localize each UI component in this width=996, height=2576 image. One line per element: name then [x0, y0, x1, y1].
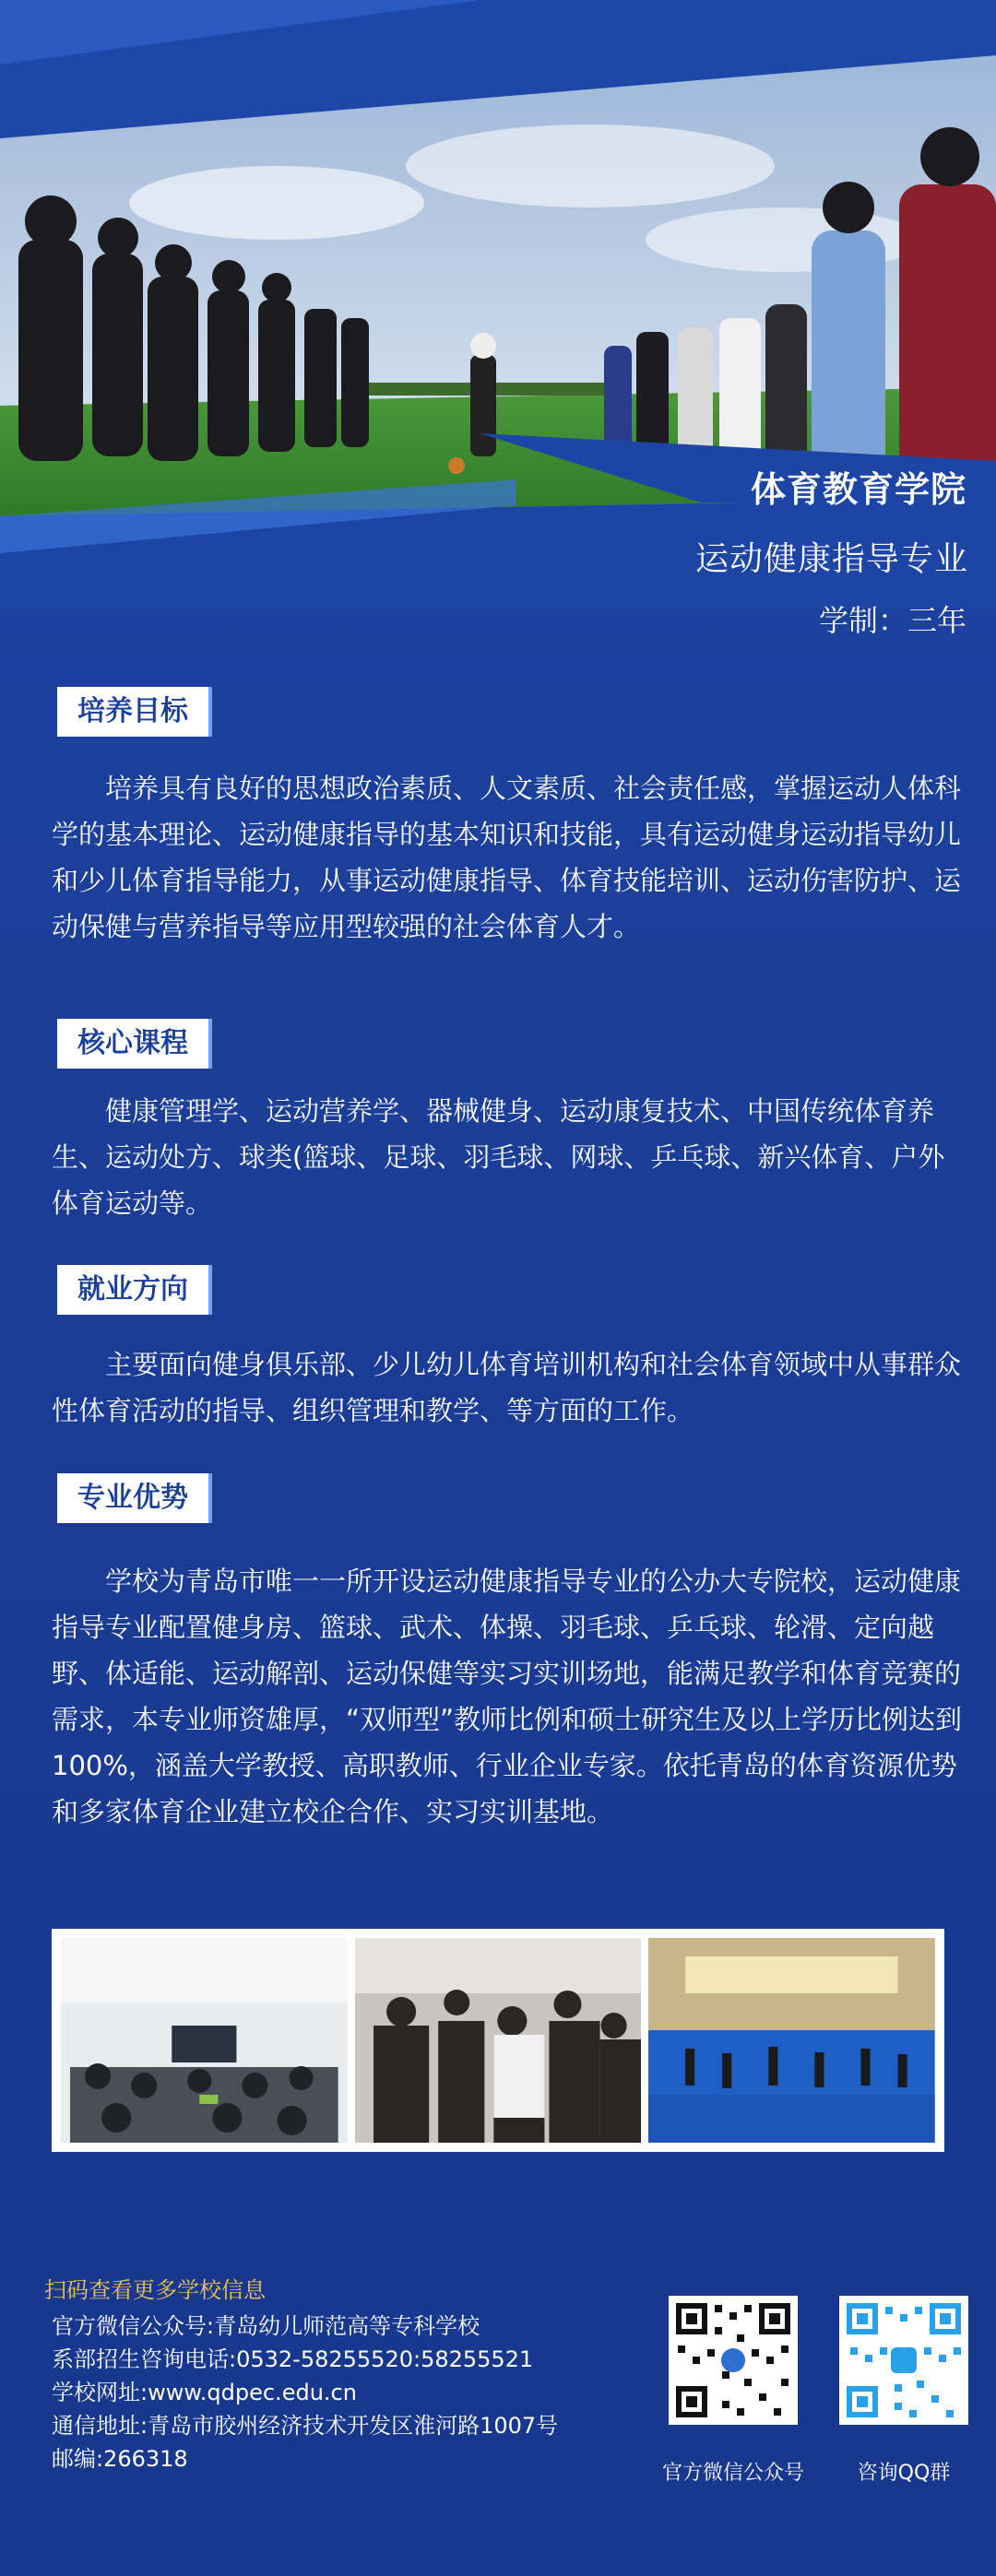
footer-phone: 系部招生咨询电话:0532-58255520:58255521: [52, 2346, 534, 2372]
footer-postcode: 邮编:266318: [52, 2446, 188, 2472]
hero-banner: [0, 0, 996, 609]
photo-strip: [52, 1929, 944, 2152]
gym-photo: [648, 1938, 935, 2143]
section-label-careers: 就业方向: [57, 1265, 208, 1315]
section-label-goals: 培养目标: [57, 687, 208, 737]
footer-heading: 扫码查看更多学校信息: [44, 2277, 266, 2303]
section-text-goals: 培养具有良好的思想政治素质、人文素质、社会责任感，掌握运动人体科学的基本理论、运动健康指导的基本知识和技能，具有运动健身运动指导幼儿和少儿体育指导能力，从事运动健康指导、体育技能培训、运动伤害防护、运动保健与营养指导等应用型较强的社会体育人才。: [52, 773, 962, 942]
footer-website[interactable]: 学校网址:www.qdpec.edu.cn: [52, 2380, 357, 2405]
section-label-courses: 核心课程: [57, 1019, 208, 1069]
qq-qr-label: 咨询QQ群: [857, 2462, 951, 2485]
college-name: 体育教育学院: [750, 469, 966, 510]
qq-group-qr-code[interactable]: [839, 2296, 968, 2425]
section-label-advantages: 专业优势: [57, 1473, 208, 1523]
classroom-photo: [61, 1938, 348, 2143]
training-photo: [355, 1938, 642, 2143]
major-name: 运动健康指导专业: [694, 540, 968, 578]
footer-address: 通信地址:青岛市胶州经济技术开发区淮河路1007号: [52, 2413, 559, 2439]
study-duration: 学制：三年: [818, 603, 966, 638]
wechat-qr-code[interactable]: [669, 2296, 798, 2425]
section-text-courses: 健康管理学、运动营养学、器械健身、运动康复技术、中国传统体育养生、运动处方、球类(篮球、足球、羽毛球、网球、乒乓球、新兴体育、户外体育运动等。: [52, 1095, 945, 1219]
footer-wechat: 官方微信公众号:青岛幼儿师范高等专科学校: [52, 2313, 480, 2339]
section-text-advantages: 学校为青岛市唯一一所开设运动健康指导专业的公办大专院校，运动健康指导专业配置健身房、篮球、武术、体操、羽毛球、乒乓球、轮滑、定向越野、体适能、运动解剖、运动保健等实习实训场地，能满足教学和体育竞赛的需求，本专业师资雄厚，“双师型”教师比例和硕士研究生及以上学历比例达到100%，涵盖大学教授、高职教师、行业企业专家。依托青岛的体育资源优势和多家体育企业建立校企合作、实习实训基地。: [52, 1566, 963, 1827]
section-text-careers: 主要面向健身俱乐部、少儿幼儿体育培训机构和社会体育领域中从事群众性体育活动的指导、组织管理和教学、等方面的工作。: [52, 1349, 962, 1426]
wechat-qr-label: 官方微信公众号: [661, 2462, 804, 2485]
hero-photo: [0, 0, 996, 609]
